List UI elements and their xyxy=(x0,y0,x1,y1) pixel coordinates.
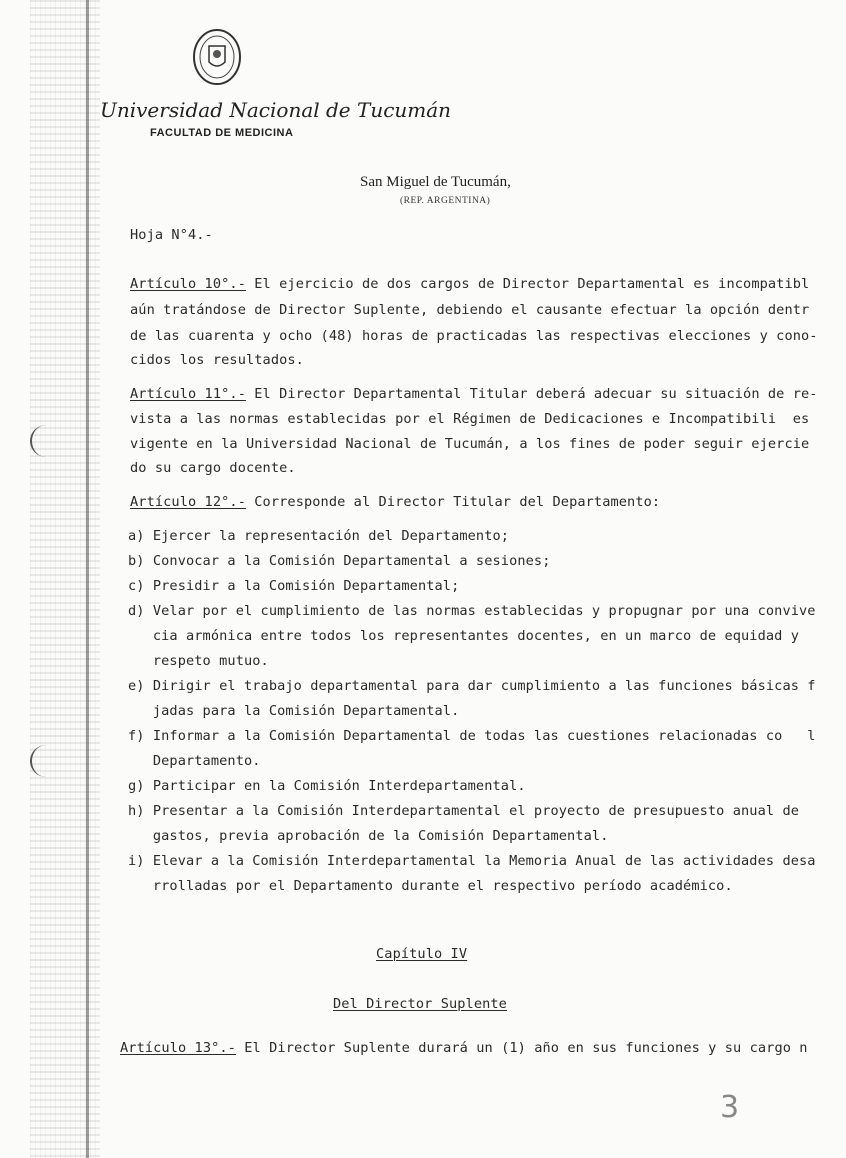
line-text: gastos, previa aprobación de la Comisión Departamental. xyxy=(128,828,609,844)
line-text: El Director Departamental Titular deberá adecuar su situación de re- xyxy=(245,386,818,402)
university-name: Universidad Nacional de Tucumán xyxy=(100,98,452,122)
punch-hole-top xyxy=(30,425,54,457)
university-seal-icon xyxy=(192,28,242,86)
text-line xyxy=(130,276,809,292)
line-text: cia armónica entre todos los representantes docentes, en un marco de equidad y xyxy=(128,628,800,644)
text-line xyxy=(128,728,816,744)
place-line: San Miguel de Tucumán, xyxy=(360,174,511,190)
text-line xyxy=(128,853,816,869)
text-line xyxy=(128,578,459,594)
line-text: e) Dirigir el trabajo departamental para dar cumplimiento a las funciones básicas f xyxy=(128,678,816,694)
scan-edge-line xyxy=(86,0,89,1158)
text-line xyxy=(130,460,296,476)
line-text: cidos los resultados. xyxy=(130,352,304,368)
article-label: Artículo 12°.- xyxy=(130,494,246,510)
line-text: d) Velar por el cumplimiento de las normas establecidas y propugnar por una convive xyxy=(128,603,816,619)
scan-edge-noise xyxy=(30,0,100,1158)
line-text: rrolladas por el Departamento durante el respectivo período académico. xyxy=(128,878,733,894)
article-label: Artículo 13°.- xyxy=(120,1040,236,1056)
text-line xyxy=(130,302,809,318)
line-text: c) Presidir a la Comisión Departamental; xyxy=(128,578,460,594)
line-text: vigente en la Universidad Nacional de Tucumán, a los fines de poder seguir ejercie xyxy=(130,436,810,452)
text-line xyxy=(128,703,459,719)
text-line xyxy=(128,878,733,894)
handwritten-page-mark: 3 xyxy=(720,1090,740,1125)
text-line xyxy=(128,628,799,644)
text-line xyxy=(128,753,261,769)
line-text: f) Informar a la Comisión Departamental de todas las cuestiones relacionadas co l xyxy=(128,728,816,744)
line-text: Corresponde al Director Titular del Departamento: xyxy=(245,494,661,510)
text-line xyxy=(130,411,809,427)
punch-hole-bottom xyxy=(30,745,54,777)
text-line xyxy=(128,528,509,544)
line-text: aún tratándose de Director Suplente, debiendo el causante efectuar la opción dentr xyxy=(130,302,810,318)
country-line: (REP. ARGENTINA) xyxy=(400,196,491,206)
article-13-line xyxy=(120,1040,808,1056)
faculty-name: FACULTAD DE MEDICINA xyxy=(150,127,294,139)
line-text: vista a las normas establecidas por el Régimen de Dedicaciones e Incompatibili es xyxy=(130,411,810,427)
sheet-number: Hoja N°4.- xyxy=(130,227,213,243)
line-text: b) Convocar a la Comisión Departamental a sesiones; xyxy=(128,553,551,569)
line-text: Departamento. xyxy=(128,753,261,769)
text-line xyxy=(130,494,660,510)
line-text: do su cargo docente. xyxy=(130,460,296,476)
line-text: El ejercicio de dos cargos de Director Departamental es incompatibl xyxy=(245,276,810,292)
text-line xyxy=(130,386,818,402)
line-text: i) Elevar a la Comisión Interdepartamental la Memoria Anual de las actividades desa xyxy=(128,853,816,869)
chapter-title: Del Director Suplente xyxy=(333,996,507,1012)
article-text: El Director Suplente durará un (1) año en sus funciones y su cargo n xyxy=(235,1040,808,1056)
text-line xyxy=(128,678,816,694)
line-text: jadas para la Comisión Departamental. xyxy=(128,703,460,719)
article-label: Artículo 10°.- xyxy=(130,276,246,292)
line-text: h) Presentar a la Comisión Interdepartamental el proyecto de presupuesto anual de xyxy=(128,803,800,819)
line-text: g) Participar en la Comisión Interdepartamental. xyxy=(128,778,526,794)
text-line xyxy=(130,352,304,368)
line-text: a) Ejercer la representación del Departamento; xyxy=(128,528,510,544)
line-text: de las cuarenta y ocho (48) horas de practicadas las respectivas elecciones y cono- xyxy=(130,328,818,344)
text-line xyxy=(128,603,816,619)
text-line xyxy=(128,653,269,669)
text-line xyxy=(130,328,818,344)
text-line xyxy=(130,436,809,452)
text-line xyxy=(128,803,799,819)
line-text: respeto mutuo. xyxy=(128,653,269,669)
text-line xyxy=(128,778,526,794)
chapter-heading: Capítulo IV xyxy=(376,946,468,962)
text-line xyxy=(128,828,608,844)
article-label: Artículo 11°.- xyxy=(130,386,246,402)
text-line xyxy=(128,553,551,569)
